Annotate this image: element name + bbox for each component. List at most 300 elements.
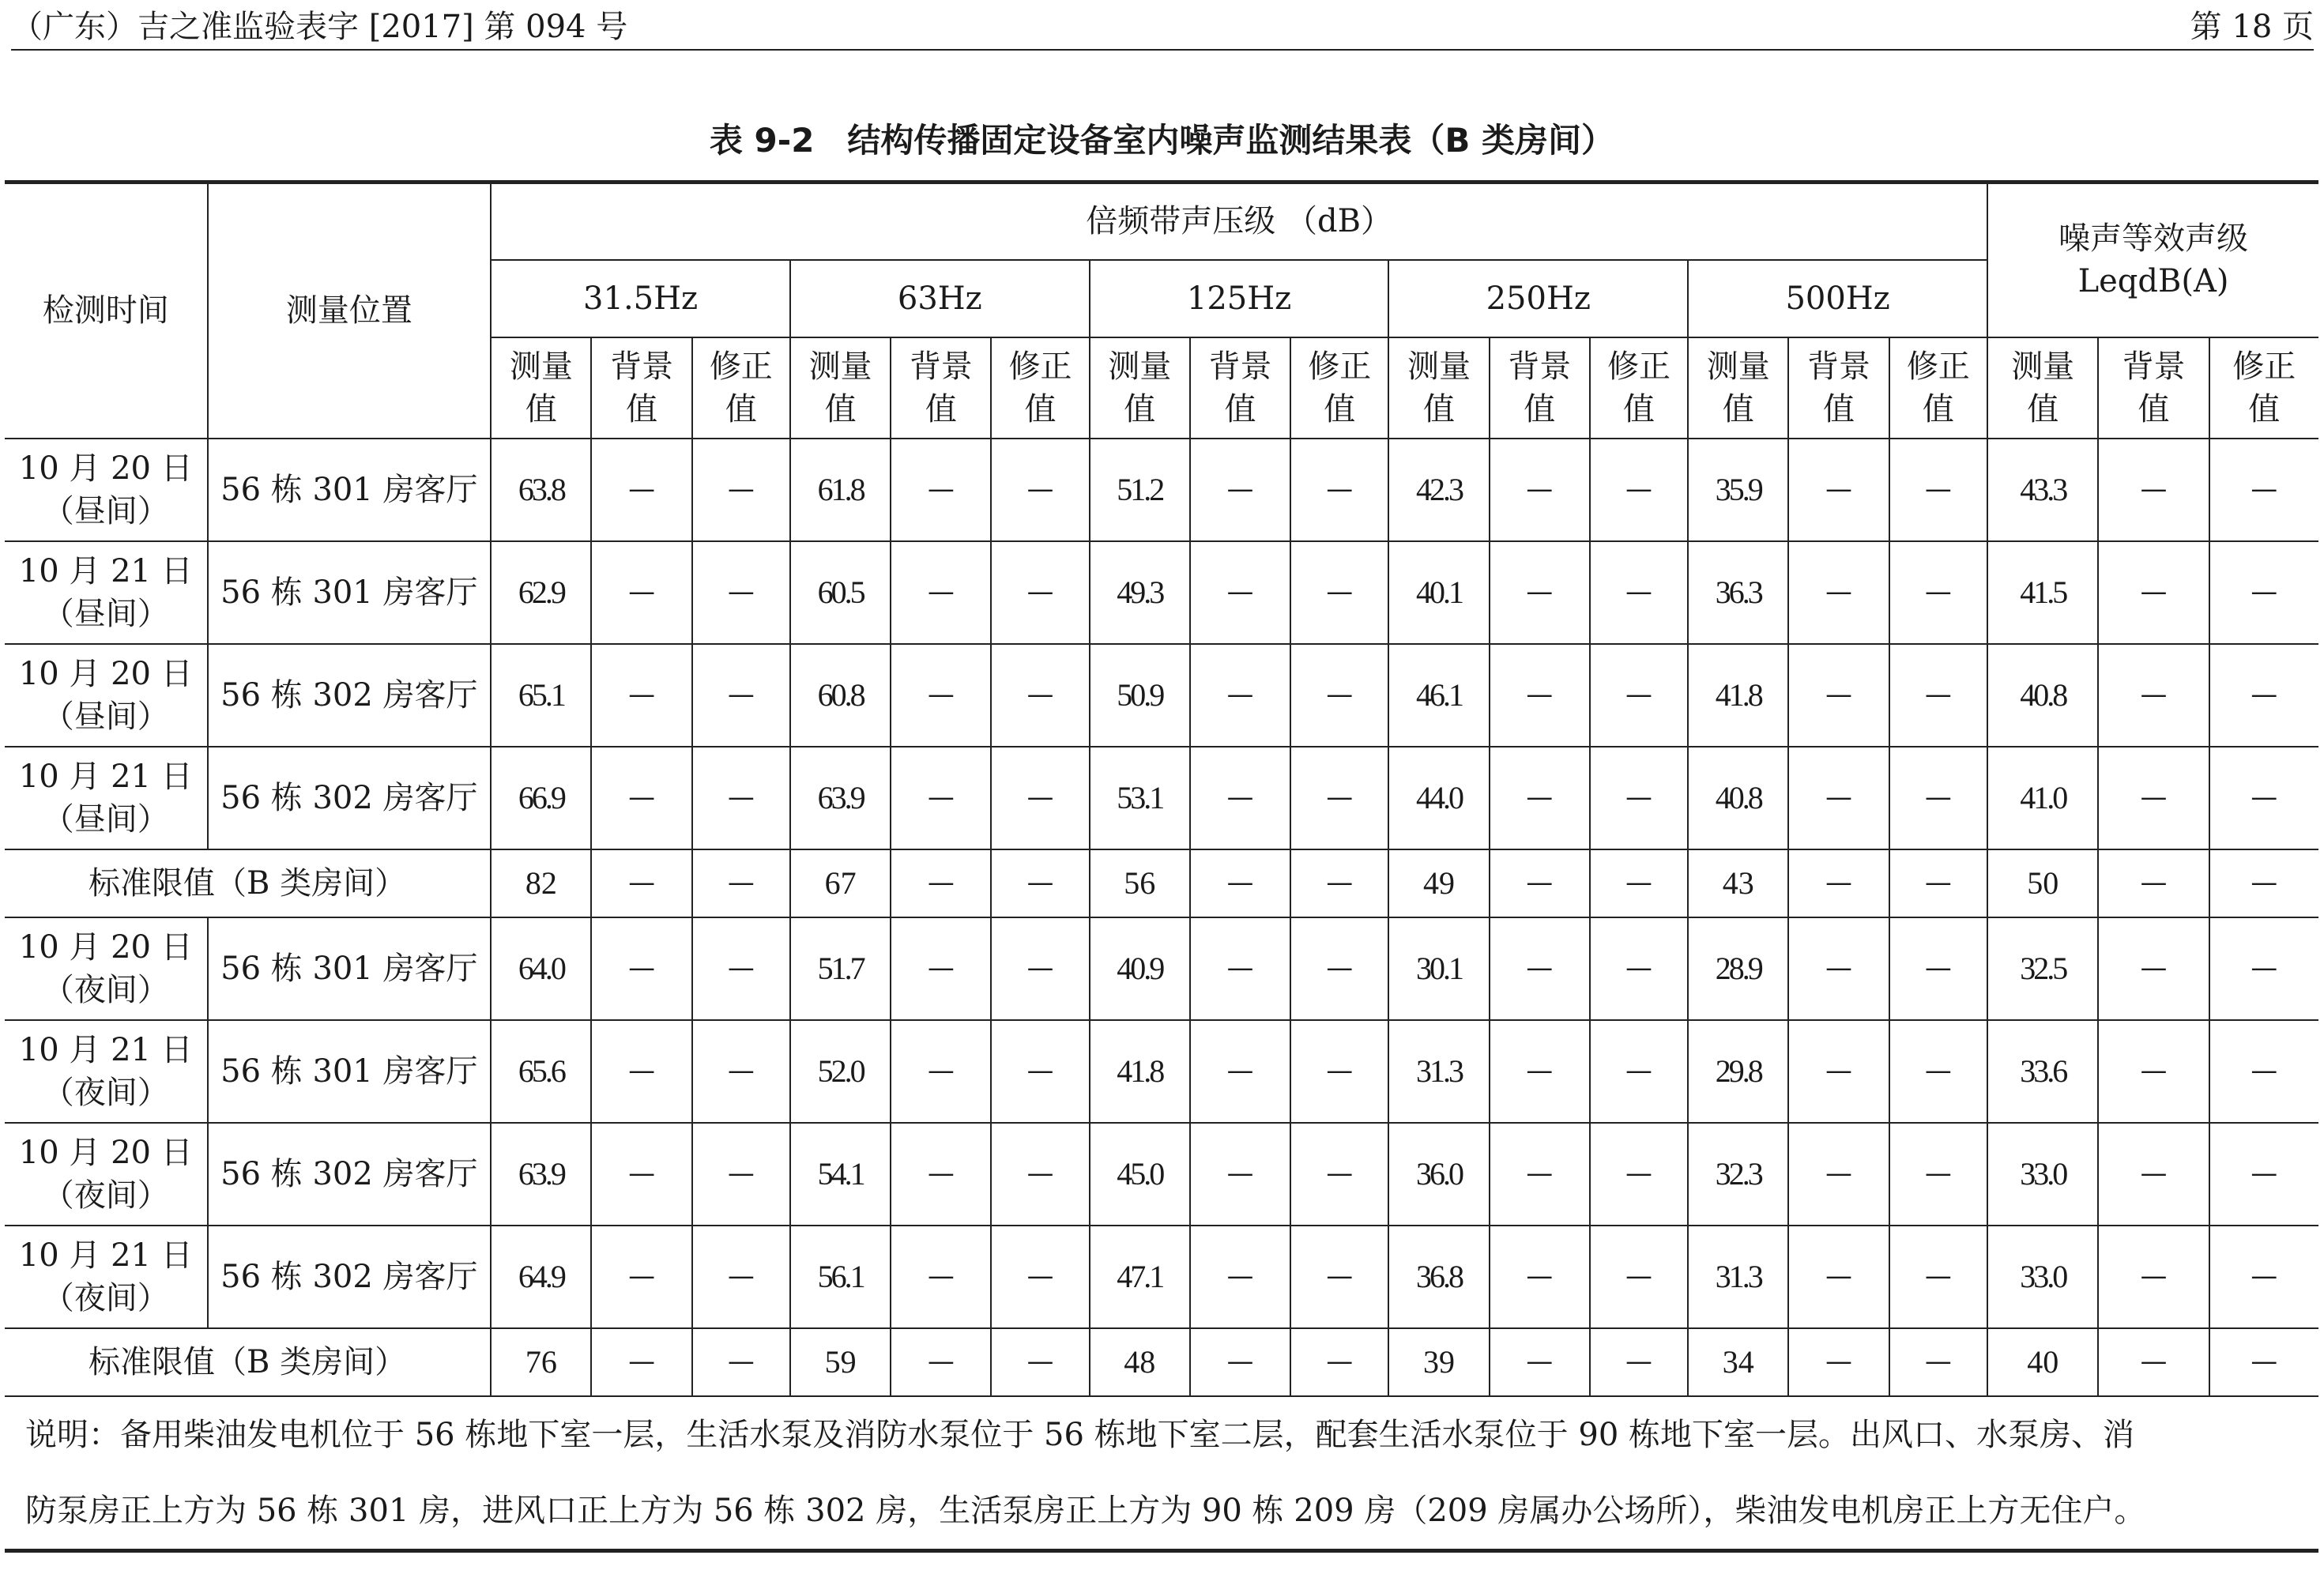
cell-background: —	[1490, 747, 1590, 849]
header-sub-line2: 值	[1623, 390, 1655, 427]
cell-background: —	[2098, 439, 2209, 541]
header-sub	[2098, 337, 2209, 439]
header-leq-label: 噪声等效声级	[2058, 220, 2249, 258]
cell-background: —	[2098, 1020, 2209, 1123]
cell-background: —	[2098, 1226, 2209, 1328]
cell-time	[5, 747, 208, 849]
cell-corrected: —	[991, 849, 1089, 917]
header-sub-line1: 修正	[1607, 348, 1671, 385]
cell-time	[5, 1226, 208, 1328]
cell-measured: 45.0	[1090, 1123, 1190, 1226]
cell-measured: 43.3	[1987, 439, 2098, 541]
cell-corrected: —	[2209, 1020, 2318, 1123]
cell-period: （昼间）	[42, 800, 169, 838]
cell-background: —	[891, 849, 991, 917]
cell-background: —	[1490, 849, 1590, 917]
cell-corrected: —	[1889, 1020, 1987, 1123]
cell-measured: 64.0	[491, 917, 591, 1020]
cell-measured: 32.5	[1987, 917, 2098, 1020]
cell-corrected: —	[991, 1226, 1089, 1328]
cell-background: —	[1788, 1020, 1889, 1123]
cell-corrected: —	[2209, 644, 2318, 747]
cell-corrected: —	[1889, 1328, 1987, 1396]
cell-background: —	[1490, 1123, 1590, 1226]
header-sub	[491, 337, 591, 439]
cell-corrected: —	[2209, 1328, 2318, 1396]
header-sub-line2: 值	[1722, 390, 1754, 427]
cell-background: —	[1190, 1226, 1290, 1328]
cell-measured: 36.8	[1388, 1226, 1489, 1328]
cell-time	[5, 541, 208, 644]
table-note	[5, 1396, 2318, 1551]
cell-corrected: —	[991, 439, 1089, 541]
header-location: 测量位置	[208, 183, 492, 439]
cell-measured: 52.0	[790, 1020, 891, 1123]
header-sub-line1: 测量	[1108, 348, 1172, 385]
cell-measured: 60.5	[790, 541, 891, 644]
cell-corrected: —	[1290, 917, 1388, 1020]
cell-corrected: —	[1290, 1328, 1388, 1396]
cell-background: —	[2098, 1123, 2209, 1226]
cell-corrected: —	[1290, 747, 1388, 849]
cell-background: —	[591, 1020, 691, 1123]
cell-measured: 53.1	[1090, 747, 1190, 849]
cell-corrected: —	[692, 849, 790, 917]
cell-corrected: —	[991, 917, 1089, 1020]
cell-period: （夜间）	[42, 1074, 169, 1111]
cell-corrected: —	[991, 1123, 1089, 1226]
header-sub-line1: 背景	[2122, 348, 2186, 385]
cell-background: —	[1490, 439, 1590, 541]
cell-date: 10 月 20 日	[18, 928, 193, 966]
cell-location: 56 栋 302 房客厅	[208, 1123, 492, 1226]
cell-measured: 50.9	[1090, 644, 1190, 747]
cell-measured: 56	[1090, 849, 1190, 917]
header-band: 125Hz	[1090, 260, 1389, 337]
table-row	[5, 917, 2318, 1020]
header-band-group: 倍频带声压级 （dB）	[491, 183, 1987, 260]
cell-location: 56 栋 301 房客厅	[208, 917, 492, 1020]
cell-background: —	[1490, 1328, 1590, 1396]
cell-period: （夜间）	[42, 1279, 169, 1316]
cell-background: —	[1788, 849, 1889, 917]
cell-corrected: —	[692, 439, 790, 541]
cell-corrected: —	[2209, 1123, 2318, 1226]
header-sub-line1: 背景	[1807, 348, 1871, 385]
header-sub	[1788, 337, 1889, 439]
cell-background: —	[891, 1020, 991, 1123]
cell-measured: 41.5	[1987, 541, 2098, 644]
cell-period: （昼间）	[42, 595, 169, 632]
cell-corrected: —	[1590, 1226, 1688, 1328]
cell-corrected: —	[1590, 917, 1688, 1020]
cell-background: —	[591, 1226, 691, 1328]
header-sub-line1: 测量	[2011, 348, 2075, 385]
header-sub	[2209, 337, 2318, 439]
header-sub	[1090, 337, 1190, 439]
header-sub	[1190, 337, 1290, 439]
header-band: 31.5Hz	[491, 260, 790, 337]
cell-background: —	[1190, 439, 1290, 541]
cell-measured: 39	[1388, 1328, 1489, 1396]
header-sub-line2: 值	[2138, 390, 2170, 427]
cell-measured: 56.1	[790, 1226, 891, 1328]
cell-background: —	[1490, 541, 1590, 644]
document-header	[11, 5, 2314, 51]
cell-corrected: —	[1590, 644, 1688, 747]
cell-measured: 40.1	[1388, 541, 1489, 644]
cell-period: （昼间）	[42, 698, 169, 735]
cell-background: —	[1788, 541, 1889, 644]
cell-background: —	[891, 439, 991, 541]
cell-corrected: —	[2209, 541, 2318, 644]
table-row	[5, 439, 2318, 541]
cell-measured: 46.1	[1388, 644, 1489, 747]
header-row-1	[5, 183, 2318, 260]
cell-measured: 49.3	[1090, 541, 1190, 644]
header-sub	[591, 337, 691, 439]
header-sub	[991, 337, 1089, 439]
header-sub	[1490, 337, 1590, 439]
cell-corrected: —	[1290, 439, 1388, 541]
header-sub-line2: 值	[925, 390, 957, 427]
cell-background: —	[591, 917, 691, 1020]
cell-measured: 36.3	[1688, 541, 1788, 644]
cell-corrected: —	[1889, 849, 1987, 917]
cell-time	[5, 1123, 208, 1226]
cell-measured: 44.0	[1388, 747, 1489, 849]
header-sub	[891, 337, 991, 439]
cell-corrected: —	[692, 1123, 790, 1226]
cell-background: —	[2098, 644, 2209, 747]
header-sub	[1590, 337, 1688, 439]
cell-period: （夜间）	[42, 971, 169, 1008]
cell-period: （昼间）	[42, 492, 169, 529]
cell-background: —	[1190, 849, 1290, 917]
cell-limit-label: 标准限值（B 类房间）	[5, 1328, 491, 1396]
cell-background: —	[1190, 747, 1290, 849]
cell-corrected: —	[1290, 849, 1388, 917]
cell-corrected: —	[1590, 541, 1688, 644]
cell-date: 10 月 21 日	[18, 758, 193, 795]
header-band: 250Hz	[1388, 260, 1688, 337]
cell-background: —	[2098, 747, 2209, 849]
cell-measured: 63.9	[790, 747, 891, 849]
header-sub-line2: 值	[1024, 390, 1057, 427]
cell-corrected: —	[1590, 747, 1688, 849]
header-sub-line1: 测量	[808, 348, 872, 385]
header-sub	[790, 337, 891, 439]
cell-time	[5, 917, 208, 1020]
header-sub-line1: 背景	[610, 348, 674, 385]
header-sub-line1: 修正	[1906, 348, 1970, 385]
cell-location: 56 栋 301 房客厅	[208, 1020, 492, 1123]
cell-measured: 65.6	[491, 1020, 591, 1123]
cell-background: —	[2098, 917, 2209, 1020]
cell-corrected: —	[2209, 917, 2318, 1020]
cell-corrected: —	[1590, 1328, 1688, 1396]
header-sub-line2: 值	[1922, 390, 1954, 427]
cell-measured: 60.8	[790, 644, 891, 747]
cell-measured: 40.9	[1090, 917, 1190, 1020]
cell-measured: 82	[491, 849, 591, 917]
note-row	[5, 1396, 2318, 1551]
header-sub	[1290, 337, 1388, 439]
cell-background: —	[1490, 1226, 1590, 1328]
cell-time	[5, 439, 208, 541]
cell-limit-label: 标准限值（B 类房间）	[5, 849, 491, 917]
cell-corrected: —	[1290, 1020, 1388, 1123]
cell-corrected: —	[991, 1020, 1089, 1123]
noise-results-table	[5, 180, 2318, 1553]
cell-measured: 61.8	[790, 439, 891, 541]
cell-location: 56 栋 302 房客厅	[208, 644, 492, 747]
cell-background: —	[891, 917, 991, 1020]
cell-location: 56 栋 302 房客厅	[208, 1226, 492, 1328]
cell-corrected: —	[2209, 849, 2318, 917]
header-sub-line1: 背景	[1208, 348, 1272, 385]
cell-background: —	[891, 1328, 991, 1396]
header-sub-line2: 值	[626, 390, 658, 427]
cell-measured: 41.8	[1090, 1020, 1190, 1123]
header-sub-line1: 测量	[1407, 348, 1471, 385]
cell-corrected: —	[692, 747, 790, 849]
cell-corrected: —	[1590, 439, 1688, 541]
cell-measured: 30.1	[1388, 917, 1489, 1020]
cell-measured: 65.1	[491, 644, 591, 747]
cell-background: —	[891, 1123, 991, 1226]
cell-background: —	[591, 747, 691, 849]
header-sub-line1: 修正	[2232, 348, 2296, 385]
header-sub	[1388, 337, 1489, 439]
cell-date: 10 月 20 日	[18, 655, 193, 692]
cell-background: —	[2098, 541, 2209, 644]
cell-corrected: —	[1889, 439, 1987, 541]
cell-measured: 50	[1987, 849, 2098, 917]
cell-corrected: —	[1889, 1123, 1987, 1226]
cell-corrected: —	[2209, 439, 2318, 541]
cell-corrected: —	[2209, 747, 2318, 849]
cell-measured: 31.3	[1388, 1020, 1489, 1123]
cell-corrected: —	[1290, 541, 1388, 644]
header-band: 500Hz	[1688, 260, 1987, 337]
cell-measured: 31.3	[1688, 1226, 1788, 1328]
cell-measured: 36.0	[1388, 1123, 1489, 1226]
cell-background: —	[1788, 1226, 1889, 1328]
cell-background: —	[1490, 917, 1590, 1020]
cell-corrected: —	[1290, 644, 1388, 747]
header-sub-line2: 值	[1224, 390, 1256, 427]
header-band: 63Hz	[790, 260, 1090, 337]
cell-background: —	[1788, 747, 1889, 849]
cell-date: 10 月 21 日	[18, 552, 193, 589]
cell-corrected: —	[1889, 917, 1987, 1020]
cell-background: —	[1490, 1020, 1590, 1123]
cell-measured: 40.8	[1987, 644, 2098, 747]
cell-period: （夜间）	[42, 1177, 169, 1214]
cell-measured: 34	[1688, 1328, 1788, 1396]
header-sub-line2: 值	[1124, 390, 1156, 427]
cell-measured: 41.8	[1688, 644, 1788, 747]
header-sub-line2: 值	[1324, 390, 1356, 427]
cell-corrected: —	[991, 747, 1089, 849]
cell-corrected: —	[1290, 1123, 1388, 1226]
header-sub-line1: 背景	[909, 348, 973, 385]
cell-background: —	[1788, 1328, 1889, 1396]
header-sub-line1: 修正	[709, 348, 773, 385]
header-sub-line2: 值	[2027, 390, 2059, 427]
cell-background: —	[2098, 1328, 2209, 1396]
cell-corrected: —	[991, 644, 1089, 747]
cell-measured: 62.9	[491, 541, 591, 644]
cell-measured: 76	[491, 1328, 591, 1396]
cell-measured: 63.9	[491, 1123, 591, 1226]
cell-measured: 33.0	[1987, 1226, 2098, 1328]
header-leq	[1987, 183, 2318, 337]
header-sub	[692, 337, 790, 439]
cell-date: 10 月 20 日	[18, 450, 193, 487]
note-line-1: 说明：备用柴油发电机位于 56 栋地下室一层，生活水泵及消防水泵位于 56 栋地下室二层，配套生活水泵位于 90 栋地下室一层。出风口、水泵房、消	[25, 1416, 2134, 1453]
cell-background: —	[891, 541, 991, 644]
cell-corrected: —	[1889, 644, 1987, 747]
cell-measured: 51.7	[790, 917, 891, 1020]
cell-background: —	[891, 644, 991, 747]
cell-measured: 40.8	[1688, 747, 1788, 849]
note-line-2: 防泵房正上方为 56 栋 301 房，进风口正上方为 56 栋 302 房，生活泵房正上方为 90 栋 209 房（209 房属办公场所），柴油发电机房正上方无住户。	[25, 1492, 2146, 1529]
cell-corrected: —	[2209, 1226, 2318, 1328]
cell-background: —	[1190, 644, 1290, 747]
header-sub-line2: 值	[1823, 390, 1855, 427]
cell-corrected: —	[692, 644, 790, 747]
header-sub	[1688, 337, 1788, 439]
table-row	[5, 1226, 2318, 1328]
cell-corrected: —	[1590, 1123, 1688, 1226]
noise-results-table-wrapper	[5, 180, 2318, 1553]
table-row	[5, 1020, 2318, 1123]
cell-background: —	[1788, 644, 1889, 747]
cell-measured: 47.1	[1090, 1226, 1190, 1328]
cell-date: 10 月 21 日	[18, 1031, 193, 1068]
cell-measured: 49	[1388, 849, 1489, 917]
cell-background: —	[2098, 849, 2209, 917]
cell-corrected: —	[692, 1020, 790, 1123]
header-leq-unit: LeqdB(A)	[2077, 263, 2229, 300]
cell-corrected: —	[692, 541, 790, 644]
cell-measured: 64.9	[491, 1226, 591, 1328]
cell-measured: 40	[1987, 1328, 2098, 1396]
table-row	[5, 644, 2318, 747]
cell-background: —	[891, 1226, 991, 1328]
limit-row	[5, 849, 2318, 917]
cell-measured: 43	[1688, 849, 1788, 917]
header-sub-line2: 值	[824, 390, 857, 427]
cell-corrected: —	[1590, 1020, 1688, 1123]
cell-background: —	[1190, 917, 1290, 1020]
cell-background: —	[591, 1123, 691, 1226]
cell-measured: 67	[790, 849, 891, 917]
limit-row	[5, 1328, 2318, 1396]
header-sub	[1889, 337, 1987, 439]
cell-background: —	[1490, 644, 1590, 747]
cell-location: 56 栋 301 房客厅	[208, 541, 492, 644]
cell-measured: 54.1	[790, 1123, 891, 1226]
cell-background: —	[591, 1328, 691, 1396]
cell-corrected: —	[1889, 541, 1987, 644]
header-sub	[1987, 337, 2098, 439]
cell-measured: 63.8	[491, 439, 591, 541]
cell-measured: 29.8	[1688, 1020, 1788, 1123]
cell-corrected: —	[1290, 1226, 1388, 1328]
header-sub-line1: 修正	[1308, 348, 1372, 385]
cell-time	[5, 644, 208, 747]
cell-measured: 51.2	[1090, 439, 1190, 541]
cell-location: 56 栋 301 房客厅	[208, 439, 492, 541]
cell-corrected: —	[692, 917, 790, 1020]
table-title: 表 9-2 结构传播固定设备室内噪声监测结果表（B 类房间）	[709, 121, 1615, 160]
cell-measured: 28.9	[1688, 917, 1788, 1020]
table-row	[5, 541, 2318, 644]
cell-background: —	[1190, 541, 1290, 644]
header-sub-line2: 值	[525, 390, 557, 427]
cell-measured: 48	[1090, 1328, 1190, 1396]
cell-background: —	[1190, 1020, 1290, 1123]
table-row	[5, 1123, 2318, 1226]
header-sub-line1: 修正	[1008, 348, 1072, 385]
cell-background: —	[1788, 439, 1889, 541]
cell-corrected: —	[692, 1226, 790, 1328]
header-sub-line2: 值	[725, 390, 757, 427]
cell-date: 10 月 21 日	[18, 1237, 193, 1274]
header-sub-line2: 值	[2248, 390, 2281, 427]
header-sub-line1: 测量	[1706, 348, 1770, 385]
cell-background: —	[1788, 1123, 1889, 1226]
cell-corrected: —	[692, 1328, 790, 1396]
header-time: 检测时间	[5, 183, 208, 439]
cell-corrected: —	[1590, 849, 1688, 917]
cell-measured: 66.9	[491, 747, 591, 849]
header-sub-line1: 测量	[509, 348, 573, 385]
cell-location: 56 栋 302 房客厅	[208, 747, 492, 849]
cell-measured: 33.0	[1987, 1123, 2098, 1226]
table-row	[5, 747, 2318, 849]
cell-measured: 33.6	[1987, 1020, 2098, 1123]
cell-date: 10 月 20 日	[18, 1134, 193, 1171]
cell-measured: 42.3	[1388, 439, 1489, 541]
cell-time	[5, 1020, 208, 1123]
cell-corrected: —	[991, 1328, 1089, 1396]
page-number: 第 18 页	[2190, 9, 2314, 45]
cell-corrected: —	[991, 541, 1089, 644]
cell-background: —	[1190, 1123, 1290, 1226]
cell-measured: 41.0	[1987, 747, 2098, 849]
cell-background: —	[591, 644, 691, 747]
cell-background: —	[591, 541, 691, 644]
cell-measured: 59	[790, 1328, 891, 1396]
header-sub-line2: 值	[1423, 390, 1456, 427]
cell-background: —	[891, 747, 991, 849]
table-body	[5, 183, 2318, 1551]
cell-background: —	[1190, 1328, 1290, 1396]
header-sub-line2: 值	[1524, 390, 1556, 427]
cell-corrected: —	[1889, 747, 1987, 849]
cell-background: —	[1788, 917, 1889, 1020]
header-sub-line1: 背景	[1508, 348, 1572, 385]
cell-measured: 32.3	[1688, 1123, 1788, 1226]
cell-corrected: —	[1889, 1226, 1987, 1328]
cell-background: —	[591, 439, 691, 541]
cell-background: —	[591, 849, 691, 917]
report-number: （广东）吉之准监验表字 [2017] 第 094 号	[11, 9, 628, 45]
